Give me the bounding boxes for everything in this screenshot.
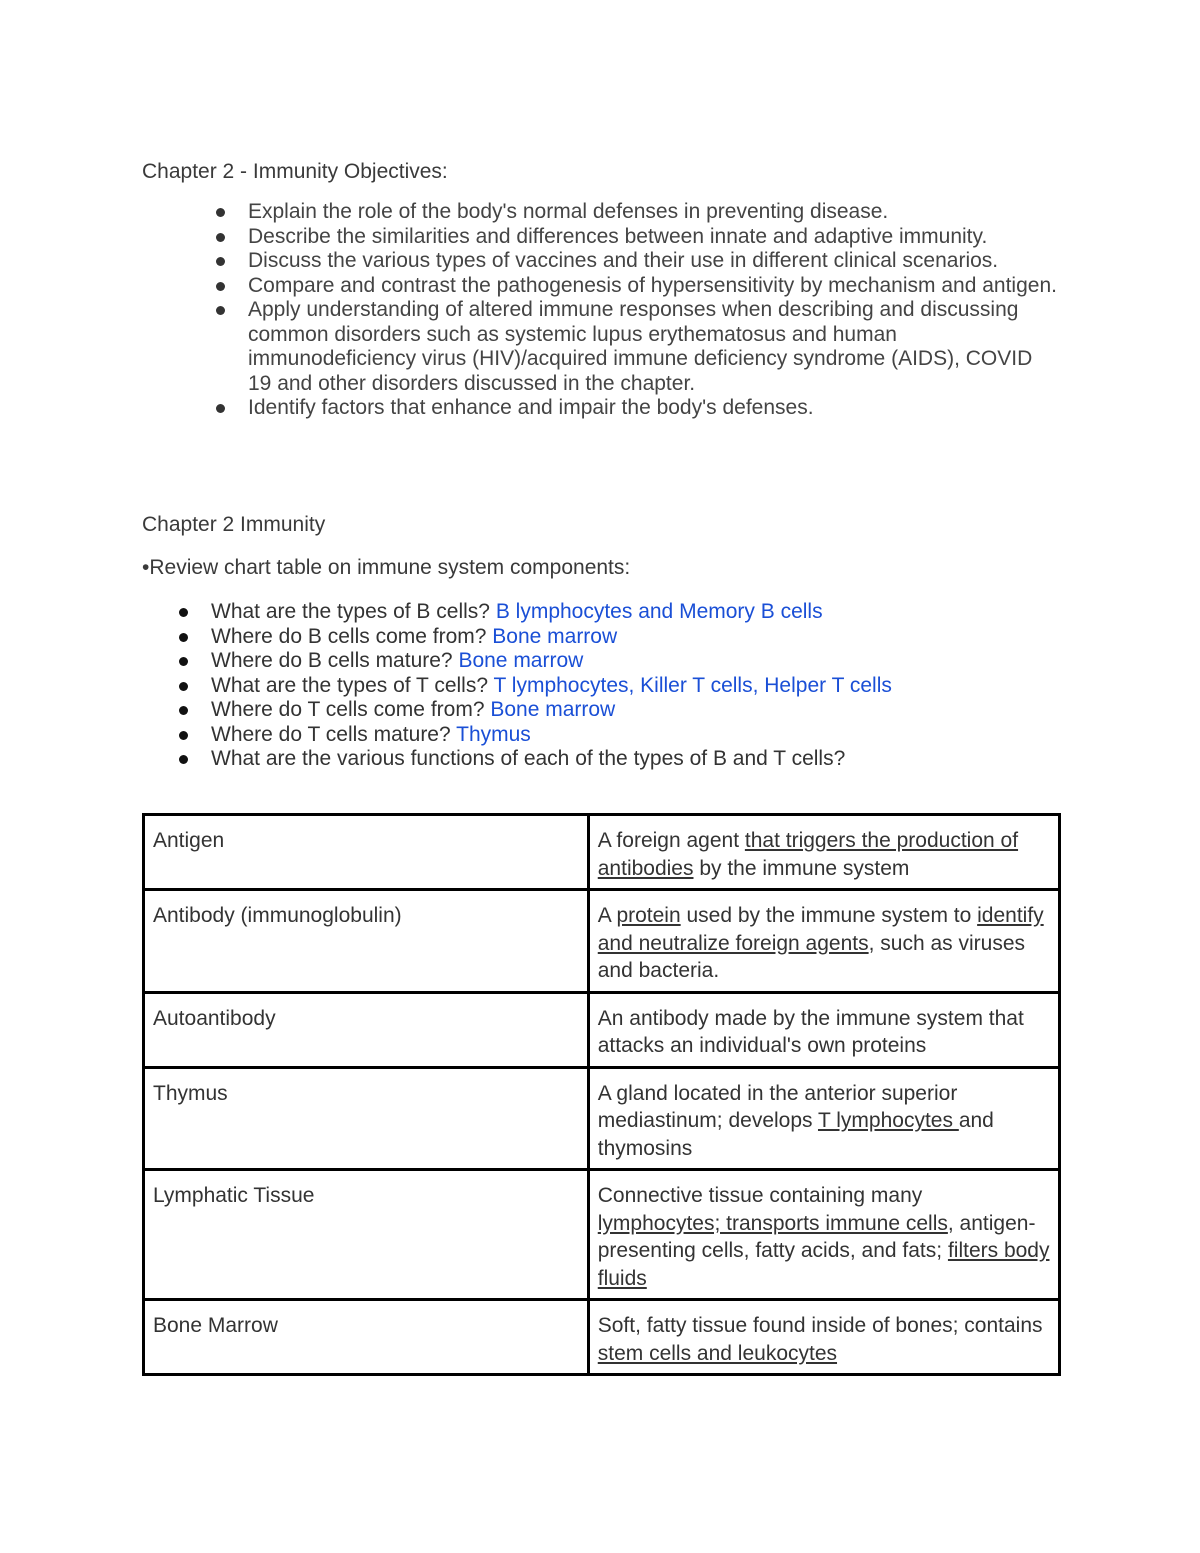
definition-text: used by the immune system to — [680, 904, 978, 927]
definition-text: Soft, fatty tissue found inside of bones; contains — [597, 1314, 1043, 1337]
definition-text: A — [597, 904, 617, 927]
question-item — [0, 747, 1100, 772]
answer-text: Thymus — [456, 722, 531, 746]
answer-text: B lymphocytes and Memory B cells — [495, 600, 823, 623]
section-heading: Chapter 2 Immunity — [142, 513, 326, 536]
objective-text: Apply understanding of altered immune responses when describing and discussing common disorders such as systemic lupus erythematosus and human immunodeficiency virus (HIV)/acquired immune deficiency syndrome (AIDS), COVID 19 and other disorders discussed in the chapter. — [248, 298, 1033, 395]
table-row — [144, 1067, 1060, 1170]
answer-text: T lymphocytes, Killer T cells, Helper T cells — [493, 673, 892, 697]
underlined-text: that triggers the production of antibodies — [597, 829, 1019, 880]
question-text: Where do T cells come from? — [211, 698, 491, 721]
objective-item — [0, 396, 1060, 421]
objective-text: Compare and contrast the pathogenesis of hypersensitivity by mechanism and antigen. — [248, 273, 1057, 297]
definition-text: by the immune system — [693, 856, 910, 880]
definition-text: A foreign agent — [597, 829, 745, 852]
bullet-icon — [179, 608, 188, 617]
definition-cell — [588, 1067, 1059, 1170]
definition-cell — [588, 992, 1059, 1067]
question-text: What are the types of B cells? — [211, 600, 496, 623]
definition-text: An antibody made by the immune system that attacks an individual's own proteins — [597, 1006, 1024, 1057]
definition-text: , antigen-presenting cells, fatty acids, and fats; — [597, 1211, 1036, 1262]
objective-item — [0, 225, 1060, 250]
objective-text: Explain the role of the body's normal defenses in preventing disease. — [248, 200, 889, 223]
definition-cell — [588, 1170, 1059, 1300]
answer-text: Bone marrow — [458, 649, 584, 672]
questions-list — [0, 600, 1100, 772]
term-cell: Antigen — [144, 815, 589, 890]
definition-cell — [588, 890, 1059, 993]
question-item — [0, 600, 1100, 625]
definition-cell — [588, 1300, 1059, 1375]
term-cell: Lymphatic Tissue — [144, 1170, 589, 1300]
bullet-icon — [179, 755, 188, 764]
term-cell: Antibody (immunoglobulin) — [144, 890, 589, 993]
question-item — [0, 625, 1100, 650]
table-row — [144, 1170, 1060, 1300]
underlined-text: T lymphocytes — [817, 1109, 959, 1132]
bullet-icon — [179, 731, 188, 740]
answer-text: Bone marrow — [490, 698, 616, 721]
objective-item — [0, 249, 1060, 274]
bullet-icon — [179, 633, 188, 642]
question-text: What are the types of T cells? — [211, 673, 494, 697]
bullet-icon — [216, 208, 225, 217]
table-row — [144, 890, 1060, 993]
question-text: Where do B cells mature? — [211, 649, 459, 672]
definition-text: A gland located in the anterior superior mediastinum; develops — [597, 1081, 958, 1132]
bullet-icon — [179, 657, 188, 666]
definition-cell — [588, 815, 1059, 890]
bullet-icon — [216, 404, 225, 413]
answer-text: Bone marrow — [492, 624, 618, 648]
underlined-text: protein — [616, 904, 681, 927]
bullet-icon — [216, 282, 225, 291]
objective-item — [0, 200, 1060, 225]
objective-text: Identify factors that enhance and impair the body's defenses. — [248, 396, 814, 419]
objective-item — [0, 274, 1060, 299]
terms-table-body — [144, 815, 1060, 1375]
terms-table — [142, 813, 1061, 1376]
question-item — [0, 698, 1100, 723]
objective-item — [0, 298, 1060, 396]
underlined-text: identify and neutralize foreign agents — [597, 904, 1044, 955]
question-text: What are the various functions of each of the types of B and T cells? — [211, 747, 846, 770]
bullet-icon — [216, 233, 225, 242]
definition-text: and thymosins — [597, 1109, 994, 1160]
table-row — [144, 815, 1060, 890]
objective-text: Discuss the various types of vaccines and their use in different clinical scenarios. — [248, 249, 999, 272]
bullet-icon — [179, 682, 188, 691]
underlined-text: stem cells and leukocytes — [597, 1341, 838, 1365]
term-cell: Bone Marrow — [144, 1300, 589, 1375]
term-cell: Thymus — [144, 1067, 589, 1170]
definition-text: , such as viruses and bacteria. — [597, 931, 1026, 982]
question-text: Where do T cells mature? — [211, 722, 457, 746]
objectives-heading: Chapter 2 - Immunity Objectives: — [142, 160, 448, 183]
underlined-text: filters body fluids — [597, 1239, 1050, 1290]
question-item — [0, 674, 1100, 699]
definition-text: Connective tissue containing many — [597, 1184, 923, 1207]
objectives-list — [0, 200, 1060, 421]
question-item — [0, 649, 1100, 674]
underlined-text: lymphocytes; transports immune cells — [597, 1211, 948, 1235]
question-text: Where do B cells come from? — [211, 624, 493, 648]
review-line: •Review chart table on immune system components: — [142, 556, 631, 579]
bullet-icon — [216, 257, 225, 266]
term-cell: Autoantibody — [144, 992, 589, 1067]
table-row — [144, 1300, 1060, 1375]
bullet-icon — [179, 706, 188, 715]
objective-text: Describe the similarities and differences between innate and adaptive immunity. — [248, 224, 988, 248]
bullet-icon — [216, 306, 225, 315]
question-item — [0, 723, 1100, 748]
table-row — [144, 992, 1060, 1067]
